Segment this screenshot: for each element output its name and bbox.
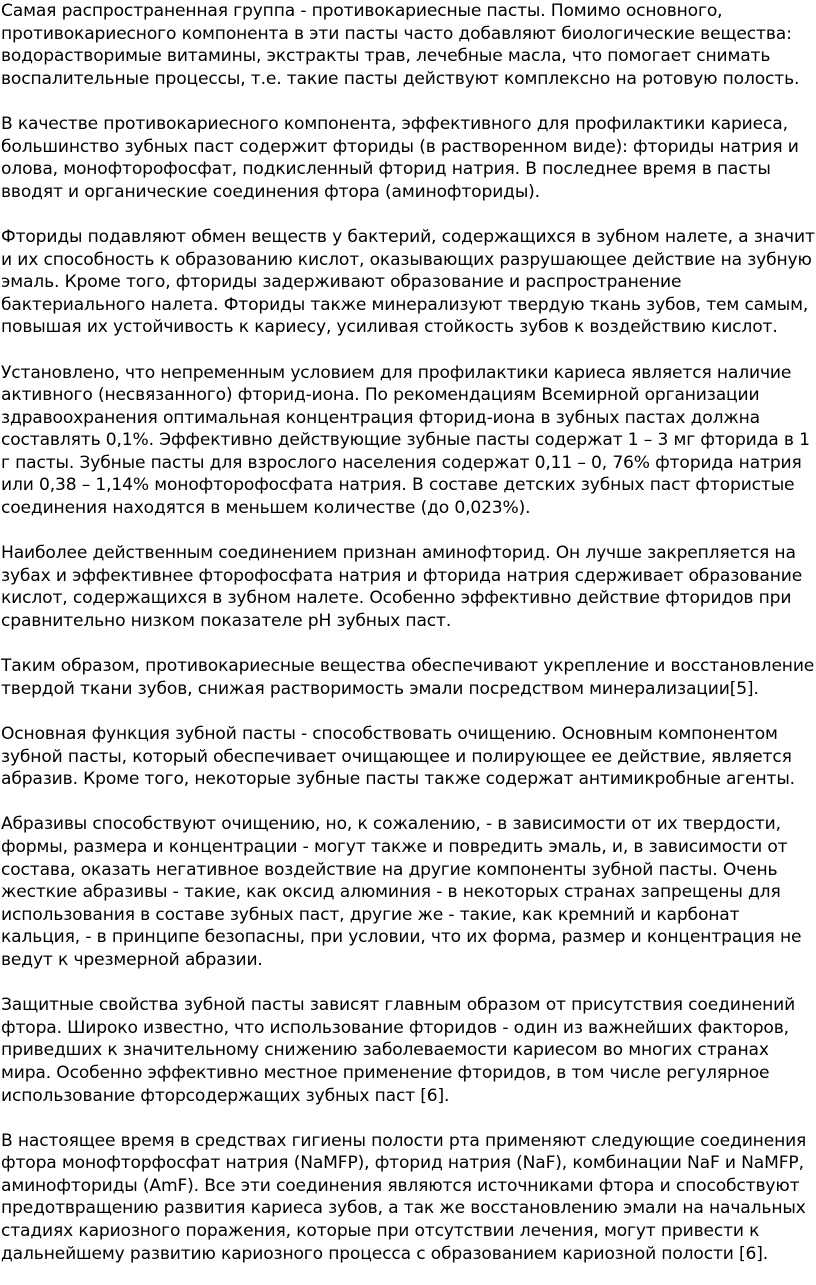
paragraph-2: В качестве противокариесного компонента, эффективного для профилактики кариеса, большинство зубных паст содержит фториды (в растворенном виде): фториды натрия и олова, монофторофосфат, подкисленный фторид натрия. В последнее время в пасты вводят и органические соединения фтора (аминофториды). <box>1 113 799 202</box>
paragraph-5: Наиболее действенным соединением признан аминофторид. Он лучше закрепляется на зубах и эффективнее фторофосфата натрия и фторида натрия сдерживает образование кислот, содержащихся в зубном налете. Особенно эффективно действие фторидов при сравнительно низком показателе pH зубных паст. <box>1 543 803 632</box>
paragraph-6: Таким образом, противокариесные вещества обеспечивают укрепление и восстановление твердой ткани зубов, снижая растворимость эмали посредством минерализации[5]. <box>1 656 815 699</box>
paragraph-10: В настоящее время в средствах гигиены полости рта применяют следующие соединения фтора монофторфосфат натрия (NaMFP), фторид натрия (NaF), комбинации NaF и NaMFP, аминофториды (AmF). Все эти соединения являются источниками фтора и способствуют предотвращению развития кариеса зубов, а так же восстановлению эмали на начальных стадиях кариозного поражения, которые при отсутствии лечения, могут привести к дальнейшему развитию кариозного процесса с образованием кариозной полости [6]. <box>1 1130 807 1264</box>
paragraph-1: Самая распространенная группа - противокариесные пасты. Помимо основного, противокариесного компонента в эти пасты часто добавляют биологические вещества: водорастворимые витамины, экстракты трав, лечебные масла, что помогает снимать воспалительные процессы, т.е. такие пасты действуют комплексно на ротовую полость. <box>1 1 800 89</box>
paragraph-3: Фториды подавляют обмен веществ у бактерий, содержащихся в зубном налете, а значит и их способность к образованию кислот, оказывающих разрушающее действие на зубную эмаль. Кроме того, фториды задерживают образование и распространение бактериального налета. Фториды также минерализуют твердую ткань зубов, тем самым, повышая их устойчивость к кариесу, усиливая стойкость зубов к воздействию кислот. <box>1 226 815 338</box>
paragraph-4: Установлено, что непременным условием для профилактики кариеса является наличие активного (несвязанного) фторид-иона. По рекомендациям Всемирной организации здравоохранения оптимальная концентрация фторид-иона в зубных пастах должна составлять 0,1%. Эффективно действующие зубные пасты содержат 1 – 3 мг фторида в 1 г пасты. Зубные пасты для взрослого населения содержат 0,11 – 0, 76% фторида натрия или 0,38 – 1,14% монофторофосфата натрия. В составе детских зубных паст фтористые соединения находятся в меньшем количестве (до 0,023%). <box>1 362 810 519</box>
paragraph-8: Абразивы способствуют очищению, но, к сожалению, - в зависимости от их твердости, формы, размера и концентрации - могут также и повредить эмаль, и, в зависимости от состава, оказать негативное воздействие на другие компоненты зубной пасты. Очень жесткие абразивы - такие, как оксид алюминия - в некоторых странах запрещены для использования в составе зубных паст, другие же - такие, как кремний и карбонат кальция, - в принципе безопасны, при условии, что их форма, размер и концентрация не ведут к чрезмерной абразии. <box>1 814 802 970</box>
paragraph-7: Основная функция зубной пасты - способствовать очищению. Основным компонентом зубной пасты, который обеспечивает очищающее и полирующее ее действие, является абразив. Кроме того, некоторые зубные пасты также содержат антимикробные агенты. <box>1 724 795 790</box>
paragraph-9: Защитные свойства зубной пасты зависят главным образом от присутствия соединений фтора. Широко известно, что использование фторидов - один из важнейших факторов, приведших к значительному снижению заболеваемости кариесом во многих странах мира. Особенно эффективно местное применение фторидов, в том числе регулярное использование фторсодержащих зубных паст [6]. <box>1 995 796 1106</box>
